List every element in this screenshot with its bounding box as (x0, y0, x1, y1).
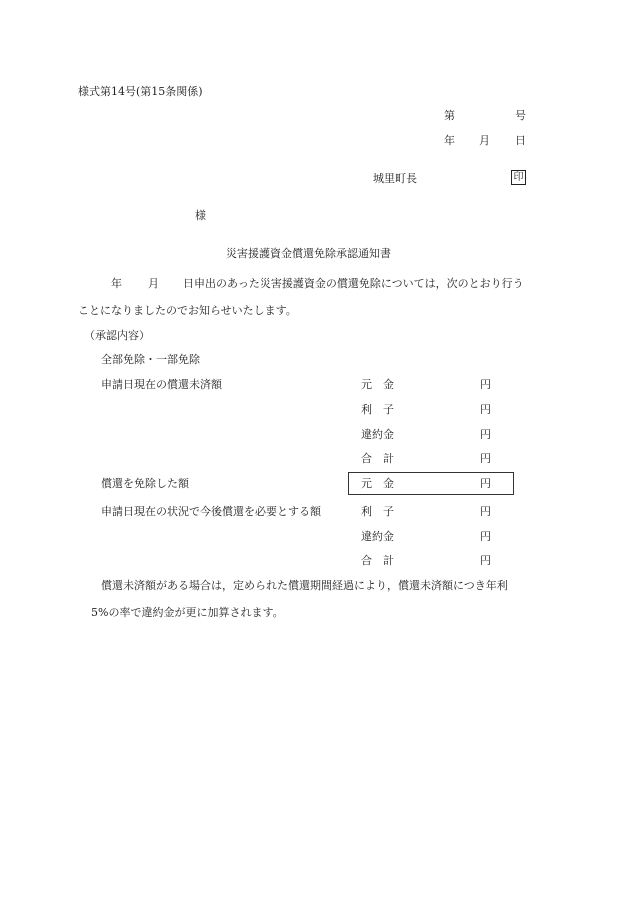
unpaid-interest-label: 利 子 (361, 403, 394, 416)
exempt-principal-label: 元 金 (361, 477, 394, 490)
exempt-amount-label: 償還を免除した額 (101, 477, 189, 490)
yen-unit: 円 (480, 403, 491, 416)
date-year: 年 (444, 134, 455, 147)
doc-number-suffix: 号 (515, 109, 526, 122)
document-title: 災害援護資金償還免除承認通知書 (226, 247, 391, 260)
note-line-2: 5%の率で違約金が更に加算されます。 (91, 606, 284, 619)
intro-month: 月 (148, 277, 159, 290)
required-penalty-label: 違約金 (361, 530, 394, 543)
unpaid-total-label: 合 計 (361, 452, 394, 465)
intro-year: 年 (111, 277, 122, 290)
yen-unit: 円 (480, 378, 491, 391)
yen-unit: 円 (480, 530, 491, 543)
date-day: 日 (515, 134, 526, 147)
required-total-label: 合 計 (361, 554, 394, 567)
date-month: 月 (479, 134, 490, 147)
required-interest-label: 利 子 (361, 505, 394, 518)
yen-unit: 円 (480, 554, 491, 567)
unpaid-penalty-label: 違約金 (361, 428, 394, 441)
form-number-label: 様式第14号(第15条関係) (78, 85, 203, 98)
required-amount-label: 申請日現在の状況で今後償還を必要とする額 (101, 505, 321, 518)
unpaid-amount-label: 申請日現在の償還未済額 (101, 378, 222, 391)
intro-line-2: ことになりましたのでお知らせいたします。 (78, 304, 297, 317)
addressee-suffix: 様 (195, 209, 206, 222)
note-line-1: 償還未済額がある場合は，定められた償還期間経過により，償還未済額につき年利 (101, 579, 508, 592)
seal-mark: 印 (511, 170, 526, 185)
yen-unit: 円 (480, 428, 491, 441)
doc-number-prefix: 第 (444, 109, 455, 122)
exemption-choice: 全部免除・一部免除 (101, 353, 200, 366)
unpaid-principal-label: 元 金 (361, 378, 394, 391)
intro-line-1: 日申出のあった災害援護資金の償還免除については，次のとおり行う (183, 277, 524, 290)
yen-unit: 円 (480, 452, 491, 465)
issuer-name: 城里町長 (373, 172, 417, 185)
yen-unit: 円 (480, 505, 491, 518)
section-heading: （承認内容） (84, 329, 150, 342)
yen-unit: 円 (480, 477, 491, 490)
